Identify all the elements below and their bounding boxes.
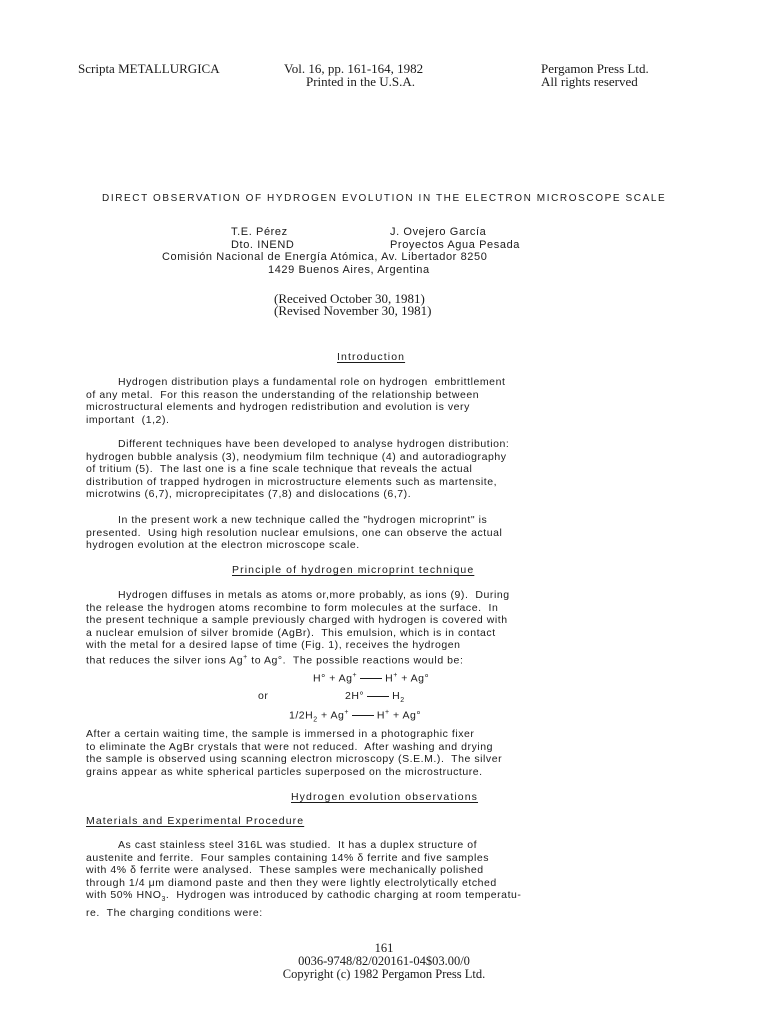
eq-sup: + [385, 709, 390, 716]
text-line: the release the hydrogen atoms recombine to form molecules at the surface. In [86, 601, 499, 614]
volume-info: Vol. 16, pp. 161-164, 1982 [284, 61, 424, 76]
text-line: a nuclear emulsion of silver bromide (AgBr). This emulsion, which is in contact [86, 626, 496, 639]
intro-paragraph-2 [86, 438, 686, 501]
eq-text: H° + Ag [313, 672, 353, 685]
author2-name: J. Ovejero García [390, 226, 487, 238]
section-heading-introduction: Introduction [337, 351, 406, 363]
author1-dept: Dto. INEND [231, 239, 295, 251]
section-heading-principle: Principle of hydrogen microprint technique [232, 564, 475, 576]
principle-paragraph-2 [86, 728, 686, 778]
eq-text: + Ag° [389, 709, 422, 722]
reaction-arrow [352, 715, 374, 716]
city: 1429 Buenos Aires, Argentina [268, 264, 430, 276]
equation-3 [289, 709, 421, 724]
text-line: After a certain waiting time, the sample is immersed in a photographic fixer [86, 728, 475, 740]
equation-1 [313, 672, 429, 685]
subsection-heading-materials: Materials and Experimental Procedure [86, 815, 305, 827]
revised-date: (Revised November 30, 1981) [274, 303, 432, 318]
subscript: 3 [161, 896, 166, 904]
text-line: distribution of trapped hydrogen in microstructure elements such as martensite, [86, 475, 498, 488]
text-line: with 4% δ ferrite were analysed. These samples were mechanically polished [86, 864, 484, 877]
text-fragment: . Hydrogen was introduced by cathodic charging at room temperatu- [165, 889, 522, 902]
text-line: the present technique a sample previously charged with hydrogen is covered with [86, 614, 508, 627]
text-line [86, 652, 686, 667]
eq-text: H [376, 709, 386, 722]
text-fragment: to Ag°. The possible reactions would be: [247, 654, 464, 667]
text-line: austenite and ferrite. Four samples containing 14% δ ferrite and five samples [86, 851, 490, 864]
text-line [86, 889, 686, 907]
journal-name: Scripta METALLURGICA [78, 61, 220, 76]
eq-sup: + [393, 672, 398, 679]
section-heading-observations: Hydrogen evolution observations [291, 791, 479, 803]
equation-2 [345, 690, 405, 704]
text-line: re. The charging conditions were: [86, 907, 263, 920]
reaction-arrow [367, 696, 389, 697]
copyright: Copyright (c) 1982 Pergamon Press Ltd. [282, 967, 486, 981]
text-line: As cast stainless steel 316L was studied. It has a duplex structure of [118, 839, 478, 851]
text-line: through 1/4 μm diamond paste and then they were lightly electrolytically etched [86, 876, 497, 889]
text-line: the sample is observed using scanning electron microscopy (S.E.M.). The silver [86, 753, 503, 766]
paper-title: DIRECT OBSERVATION OF HYDROGEN EVOLUTION IN THE ELECTRON MICROSCOPE SCALE [102, 193, 667, 204]
printed-in: Printed in the U.S.A. [306, 74, 416, 89]
text-line: presented. Using high resolution nuclear emulsions, one can observe the actual [86, 526, 503, 539]
publisher: Pergamon Press Ltd. [541, 61, 649, 76]
text-line: Different techniques have been developed to analyse hydrogen distribution: [118, 438, 510, 450]
text-line: In the present work a new technique called the "hydrogen microprint" is [118, 514, 488, 526]
author1-name: T.E. Pérez [231, 226, 288, 238]
text-line: of tritium (5). The last one is a fine scale technique that reveals the actual [86, 463, 473, 476]
text-line: Hydrogen diffuses in metals as atoms or,more probably, as ions (9). During [118, 589, 510, 601]
text-fragment: with 50% HNO [86, 889, 162, 902]
superscript: + [243, 653, 248, 661]
eq-sup: + [352, 672, 358, 679]
received-date: (Received October 30, 1981) [274, 291, 425, 306]
rights: All rights reserved [541, 74, 638, 89]
intro-paragraph-3 [86, 514, 686, 552]
equation-or: or [258, 690, 269, 702]
text-fragment: that reduces the silver ions Ag [86, 654, 244, 667]
eq-text: + Ag [317, 709, 345, 722]
page-number: 161 [374, 941, 394, 955]
materials-paragraph-1 [86, 839, 686, 920]
text-line: with the metal for a desired lapse of time (Fig. 1), receives the hydrogen [86, 639, 461, 652]
text-line: Hydrogen distribution plays a fundamental role on hydrogen embrittlement [118, 376, 506, 388]
text-line: important (1,2). [86, 413, 170, 426]
eq-text: H [392, 690, 401, 702]
eq-text: 1/2H [289, 709, 314, 722]
article-code: 0036-9748/82/020161-04$03.00/0 [298, 954, 470, 968]
text-line: hydrogen evolution at the electron microscope scale. [86, 539, 360, 552]
text-line: of any metal. For this reason the understanding of the relationship between [86, 388, 480, 401]
text-line: grains appear as white spherical particles superposed on the microstructure. [86, 765, 483, 778]
eq-text: + Ag° [397, 672, 430, 685]
author2-dept: Proyectos Agua Pesada [390, 239, 521, 251]
principle-paragraph-1 [86, 589, 686, 667]
text-line: microtwins (6,7), microprecipitates (7,8) and dislocations (6,7). [86, 488, 412, 501]
text-line: microstructural elements and hydrogen redistribution and evolution is very [86, 401, 470, 414]
reaction-arrow [360, 678, 382, 679]
institution: Comisión Nacional de Energía Atómica, Av. Libertador 8250 [162, 251, 488, 263]
text-line: hydrogen bubble analysis (3), neodymium film technique (4) and autoradiography [86, 450, 507, 463]
eq-sup: + [344, 709, 349, 716]
text-line: to eliminate the AgBr crystals that were not reduced. After washing and drying [86, 740, 494, 753]
eq-sub: 2 [400, 697, 405, 705]
intro-paragraph-1 [86, 376, 686, 426]
eq-sub: 2 [313, 716, 318, 724]
eq-text: 2H° [345, 690, 365, 702]
eq-text: H [385, 672, 394, 685]
